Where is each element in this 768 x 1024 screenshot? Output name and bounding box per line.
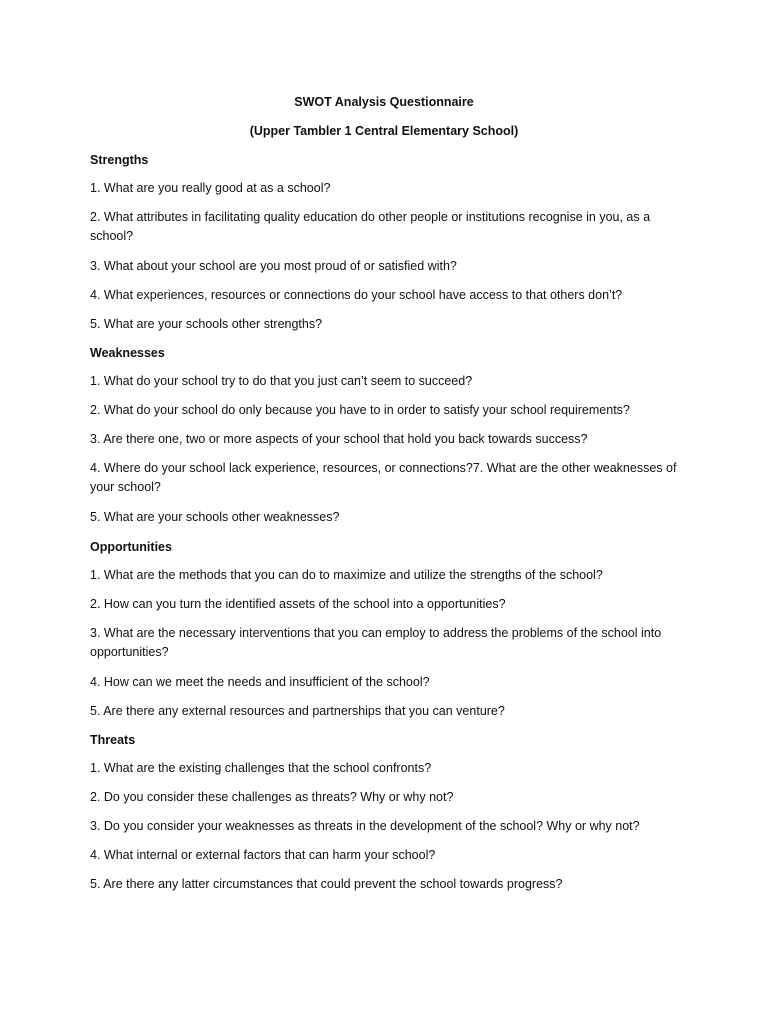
question-item: 4. How can we meet the needs and insufficient of the school? [90, 675, 430, 689]
question-item: 3. Are there one, two or more aspects of your school that hold you back towards success? [90, 432, 588, 446]
document-subtitle: (Upper Tambler 1 Central Elementary School) [249, 124, 519, 138]
question-item: 2. How can you turn the identified assets of the school into a opportunities? [90, 597, 506, 611]
question-item: 3. Do you consider your weaknesses as threats in the development of the school? Why or why not? [90, 819, 640, 833]
question-item: 1. What are the methods that you can do to maximize and utilize the strengths of the school? [90, 568, 603, 582]
question-item: 3. What are the necessary interventions that you can employ to address the problems of the school into opportunities? [90, 626, 662, 659]
question-item: 1. What do your school try to do that you just can’t seem to succeed? [90, 374, 473, 388]
document-title: SWOT Analysis Questionnaire [294, 95, 474, 109]
section-heading: Strengths [90, 153, 149, 167]
question-item: 2. Do you consider these challenges as threats? Why or why not? [90, 790, 454, 804]
section-heading: Weaknesses [90, 346, 165, 360]
question-item: 5. Are there any external resources and partnerships that you can venture? [90, 704, 505, 718]
question-item: 2. What do your school do only because you have to in order to satisfy your school requirements? [90, 403, 630, 417]
question-item: 4. What experiences, resources or connections do your school have access to that others don’t? [90, 288, 623, 302]
question-item: 5. What are your schools other weaknesses? [90, 510, 340, 524]
question-item: 4. Where do your school lack experience, resources, or connections?7. What are the other weaknesses of your school? [90, 461, 677, 494]
section-heading: Opportunities [90, 540, 172, 554]
question-item: 1. What are you really good at as a school? [90, 181, 331, 195]
question-item: 4. What internal or external factors that can harm your school? [90, 848, 436, 862]
question-item: 5. What are your schools other strengths? [90, 317, 323, 331]
question-item: 3. What about your school are you most proud of or satisfied with? [90, 259, 457, 273]
question-item: 5. Are there any latter circumstances that could prevent the school towards progress? [90, 877, 563, 891]
question-item: 2. What attributes in facilitating quality education do other people or institutions recognise in you, as a school? [90, 210, 651, 243]
section-heading: Threats [90, 733, 136, 747]
question-item: 1. What are the existing challenges that the school confronts? [90, 761, 432, 775]
